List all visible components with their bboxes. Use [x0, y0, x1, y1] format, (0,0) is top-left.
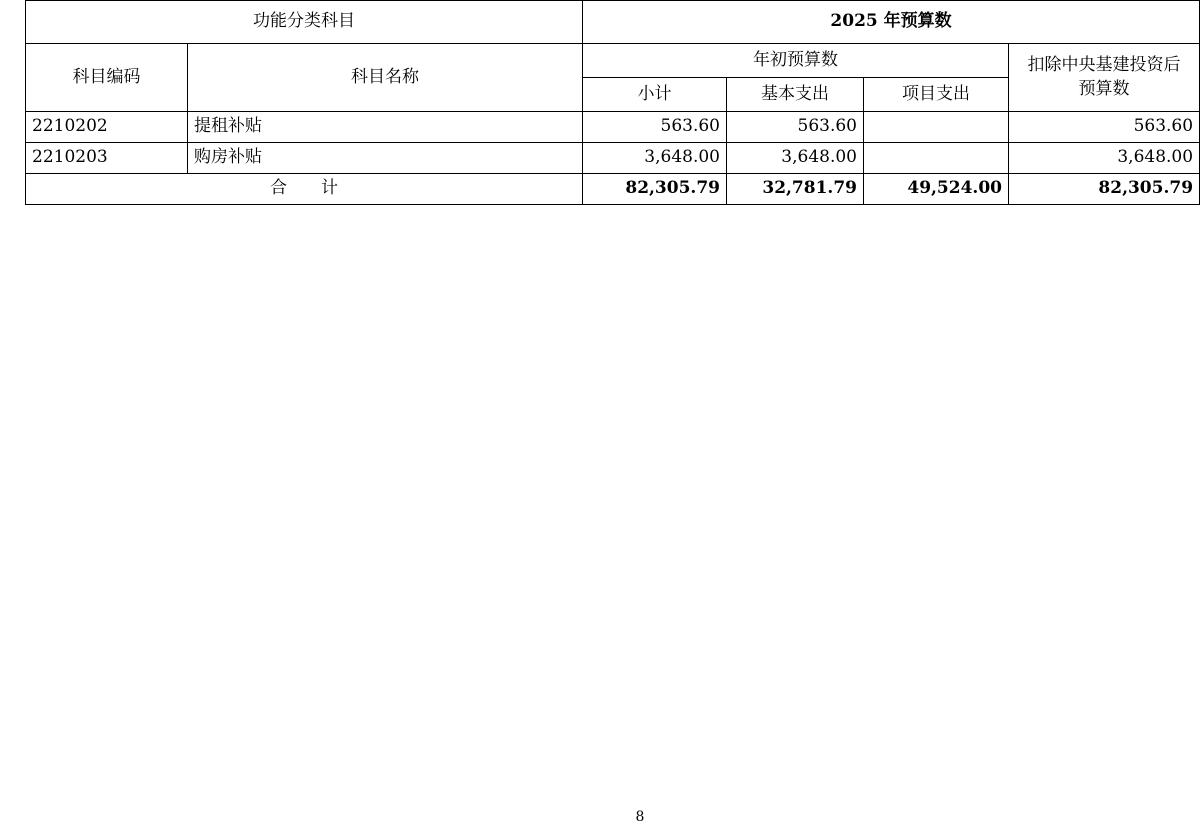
- total-label: 合 计: [26, 174, 583, 205]
- header-initial-budget: 年初预算数: [583, 44, 1009, 78]
- row-subtotal: 3,648.00: [583, 143, 727, 174]
- total-subtotal: 82,305.79: [583, 174, 727, 205]
- row-basic: 563.60: [727, 112, 864, 143]
- row-basic: 3,648.00: [727, 143, 864, 174]
- total-project: 49,524.00: [864, 174, 1009, 205]
- header-budget-group: 2025 年预算数: [583, 1, 1200, 44]
- row-code: 2210203: [26, 143, 188, 174]
- header-code: 科目编码: [26, 44, 188, 112]
- row-code: 2210202: [26, 112, 188, 143]
- row-excluded: 3,648.00: [1009, 143, 1200, 174]
- row-subtotal: 563.60: [583, 112, 727, 143]
- row-name: 提租补贴: [188, 112, 583, 143]
- header-category-group: 功能分类科目: [26, 1, 583, 44]
- row-project: [864, 143, 1009, 174]
- total-excluded: 82,305.79: [1009, 174, 1200, 205]
- row-project: [864, 112, 1009, 143]
- header-basic: 基本支出: [727, 78, 864, 112]
- row-name: 购房补贴: [188, 143, 583, 174]
- table-row: [26, 143, 1200, 174]
- page-number: 8: [635, 809, 645, 825]
- row-excluded: 563.60: [1009, 112, 1200, 143]
- header-excluded: [1009, 44, 1200, 112]
- header-excluded-line1: 扣除中央基建投资后: [1027, 54, 1181, 75]
- header-subtotal: 小计: [583, 78, 727, 112]
- header-excluded-line2: 预算数: [1078, 78, 1130, 99]
- header-project: 项目支出: [864, 78, 1009, 112]
- total-row: [26, 174, 1200, 205]
- header-name: 科目名称: [188, 44, 583, 112]
- total-basic: 32,781.79: [727, 174, 864, 205]
- budget-table: [25, 0, 1200, 205]
- table-row: [26, 112, 1200, 143]
